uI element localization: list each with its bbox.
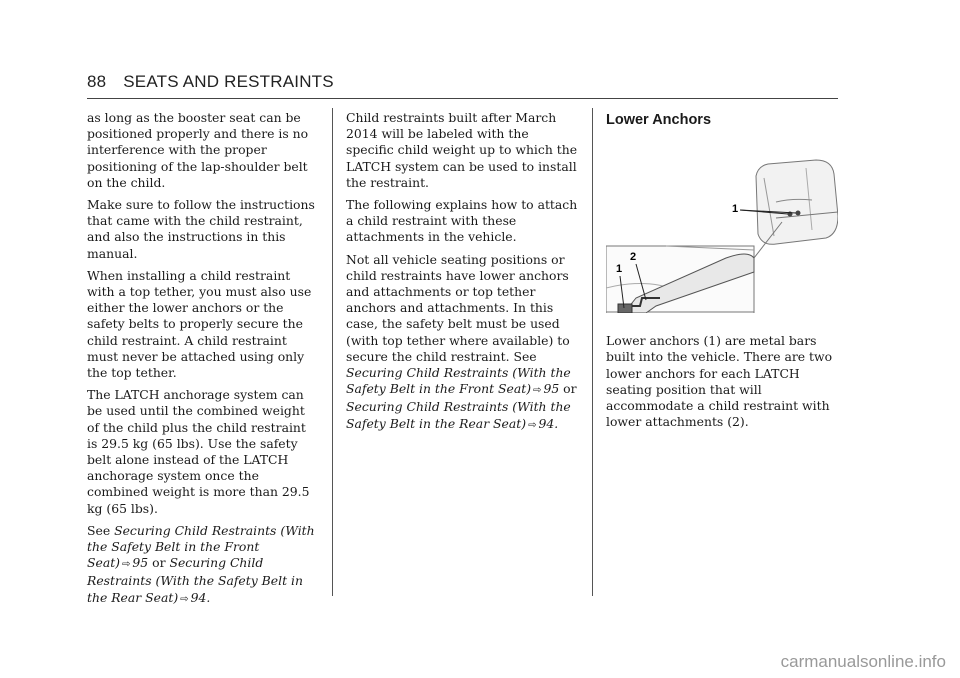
paragraph: When installing a child restraint with a top tether, you must also use either the lower anchors or the safety belts to properly secure the child restraint. A child restraint must never be attached using only the top tether. — [87, 267, 312, 381]
page-ref-arrow-icon: ⇨ — [528, 419, 537, 431]
paragraph: The LATCH anchorage system can be used until the combined weight of the child plus the child restraint is 29.5 kg (65 lbs). Use the safety belt alone instead of the LATCH anchorage system once the combined weight is more than 29.5 kg (65 lbs). — [87, 387, 310, 516]
label-anchor-inset: 1 — [616, 263, 623, 276]
header-rule — [87, 98, 838, 99]
paragraph: Not all vehicle seating positions or child restraints have lower anchors and attachments or top tether anchors and attachments. In this case, the safety belt must be used (with top tether where available) to secure the child restraint. See Securing Child Restraints (With the Safety Belt in the Front Seat) ⇨ 95 or Securing Child Restraints (With the Safety Belt in the Rear Seat) ⇨ 94. — [346, 251, 577, 431]
page-ref-arrow-icon: ⇨ — [533, 385, 542, 397]
page-ref[interactable]: 95 — [543, 381, 560, 397]
section-title: SEATS AND RESTRAINTS — [123, 72, 334, 91]
label-anchor-top: 1 — [732, 203, 739, 216]
column-divider-2 — [592, 108, 593, 596]
paragraph: Child restraints built after March 2014 will be labeled with the specific child weight up to which the LATCH system can be used to install the restraint. — [346, 110, 578, 190]
paragraph: as long as the booster seat can be positioned properly and there is no interference with the proper positioning of the lap-shoulder belt on the child. — [87, 110, 309, 190]
label-attachment: 2 — [630, 251, 637, 264]
cross-reference-link[interactable]: Securing Child Restraints (With the Safety Belt in the Front Seat) — [346, 365, 571, 397]
section-heading: Lower Anchors — [606, 112, 712, 128]
page-ref[interactable]: 94 — [538, 415, 555, 431]
page-header — [87, 72, 837, 92]
page-number: 88 — [87, 72, 107, 91]
column-1 — [87, 110, 319, 614]
lower-anchors-illustration — [606, 138, 838, 313]
paragraph: Make sure to follow the instructions that came with the child restraint, and also the instructions in this manual. — [87, 197, 315, 261]
seat-anchor-drawing — [606, 138, 838, 313]
page-ref-arrow-icon: ⇨ — [122, 559, 131, 571]
column-3 — [606, 112, 838, 436]
page-ref[interactable]: 94 — [190, 589, 207, 605]
page-ref[interactable]: 95 — [132, 555, 149, 571]
cross-reference-link[interactable]: Securing Child Restraints (With the Safety Belt in the Rear Seat) — [346, 399, 571, 431]
page-ref-arrow-icon: ⇨ — [180, 593, 189, 605]
watermark: carmanualsonline.info — [780, 652, 946, 671]
cross-reference-link[interactable]: Securing Child Restraints (With the Safety Belt in the Front Seat) — [87, 522, 315, 571]
column-2 — [346, 110, 578, 440]
paragraph: See Securing Child Restraints (With the Safety Belt in the Front Seat) ⇨ 95 or Securing Child Restraints (With the Safety Belt in the Rear Seat) ⇨ 94. — [87, 522, 315, 605]
figure-caption: Lower anchors (1) are metal bars built into the vehicle. There are two lower anchors for each LATCH seating position that will accommodate a child restraint with lower attachments (2). — [606, 333, 833, 430]
cross-reference-link[interactable]: Securing Child Restraints (With the Safety Belt in the Rear Seat) — [87, 555, 303, 605]
paragraph: The following explains how to attach a child restraint with these attachments in the vehicle. — [346, 197, 578, 245]
column-divider-1 — [332, 108, 333, 596]
